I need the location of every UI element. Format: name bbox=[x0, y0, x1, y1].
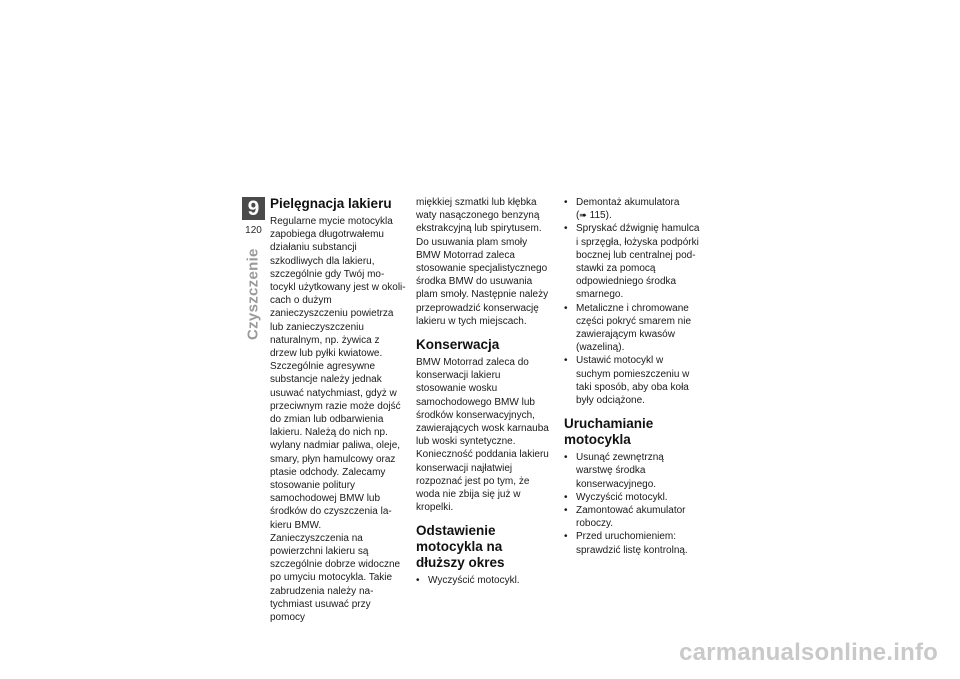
konserwacja-paragraph-1: BMW Motorrad zaleca do konserwacji lakieru stosowanie wosku samochodowego BMW lub środków konserwacyjnych, zawierających wosk karnauba lub woski syntetyczne. bbox=[416, 357, 549, 448]
list-item: • Zamontować akumulator roboczy. bbox=[564, 505, 686, 530]
reference-arrow-icon: ➠ bbox=[579, 210, 587, 221]
heading-odstawienie: Odstawienie motocykla na dłuższy okres bbox=[416, 523, 505, 571]
list-item: • Spryskać dźwignię hamulca i sprzęgła, łożyska podpórki bocznej lub centralnej podstawki za pomocą odpowiedniego środka smarnego. bbox=[564, 223, 700, 301]
bullet-icon: • bbox=[564, 302, 568, 314]
chapter-side-title: Czyszczenie bbox=[244, 248, 262, 340]
odstawienie-list bbox=[416, 574, 550, 587]
lakier-paragraph-2: Szczególnie agresywne substancje należy jednak usuwać natychmiast, gdyż w przeciwnym razie może dojść do zmian lub odbarwienia lakieru. Należą do nich np. wylany nadmiar paliwa, oleje, smary, płyn hamulcowy oraz ptasie odchody. Zalecamy stosowanie politury samochodowej BMW lub środków do czyszczenia lakieru BMW. bbox=[270, 361, 401, 531]
list-item: • Ustawić motocykl w suchym pomieszczeniu w taki sposób, aby oba koła były odciążone. bbox=[564, 355, 690, 407]
list-item: • Wyczyścić motocykl. bbox=[416, 575, 520, 587]
page-number: 120 bbox=[245, 225, 262, 236]
lakier-paragraph-1: Regularne mycie motocykla zapobiega długotrwałemu działaniu substancji szkodliwych dla lakieru, szczególnie gdy Twój motocykl użytkowany jest w okolicach o dużym zanieczyszczeniu powietrza lub zanieczyszczeniu naturalnym, np. żywica z drzew lub pyłki kwiatowe. bbox=[270, 216, 406, 360]
bullet-icon: • bbox=[564, 531, 568, 543]
heading-konserwacja: Konserwacja bbox=[416, 337, 500, 353]
column-2 bbox=[416, 196, 550, 588]
column-1 bbox=[270, 196, 406, 624]
lakier-paragraph-3: Zanieczyszczenia na powierzchni lakieru są szczególnie dobrze widoczne po umyciu motocykla. Takie zabrudzenia należy natychmiast usuwać przy pomocy bbox=[270, 532, 401, 624]
list-item: • Przed uruchomieniem: sprawdzić listę kontrolną. bbox=[564, 531, 688, 556]
uruchamianie-list bbox=[564, 451, 700, 557]
watermark: carmanualsonline.info bbox=[679, 639, 938, 666]
list-item: • Usunąć zewnętrzną warstwę środka konserwacyjnego. bbox=[564, 452, 664, 490]
bullet-icon: • bbox=[564, 355, 568, 367]
page-ref[interactable]: (➠ 115). bbox=[576, 210, 612, 222]
heading-pielegnacja-lakieru: Pielęgnacja lakieru bbox=[270, 196, 392, 211]
bullet-icon: • bbox=[416, 575, 420, 587]
list-item: • Metaliczne i chromowane części pokryć smarem nie zawierającym kwasów (wazeliną). bbox=[564, 302, 692, 354]
column-3 bbox=[564, 196, 700, 557]
chapter-number: 9 bbox=[242, 197, 265, 220]
list-item: • Demontaż akumulatora (➠ 115). bbox=[564, 197, 680, 222]
bullet-icon: • bbox=[564, 197, 568, 208]
heading-uruchamianie: Uruchamianie motocykla bbox=[564, 416, 654, 448]
chapter-side-tab bbox=[244, 242, 262, 357]
bullet-icon: • bbox=[564, 505, 568, 517]
lakier-paragraph-3-continued: miękkiej szmatki lub kłębka waty nasączonego benzyną ekstrakcyjną lub spirytusem. Do usuwania plam smoły BMW Motorrad zaleca stosowanie specjalistycznego środka BMW do usuwania plam smoły. Następnie należy przeprowadzić konserwację lakieru w tych miejscach. bbox=[416, 197, 549, 327]
odstawienie-list-continued bbox=[564, 196, 700, 407]
bullet-icon: • bbox=[564, 223, 568, 235]
bullet-icon: • bbox=[564, 491, 568, 503]
list-item: • Wyczyścić motocykl. bbox=[564, 491, 668, 503]
bullet-icon: • bbox=[564, 452, 568, 464]
konserwacja-paragraph-2: Konieczność poddania lakieru konserwacji najłatwiej rozpoznać jest po tym, że woda nie zbija się już w kropelki. bbox=[416, 449, 549, 514]
